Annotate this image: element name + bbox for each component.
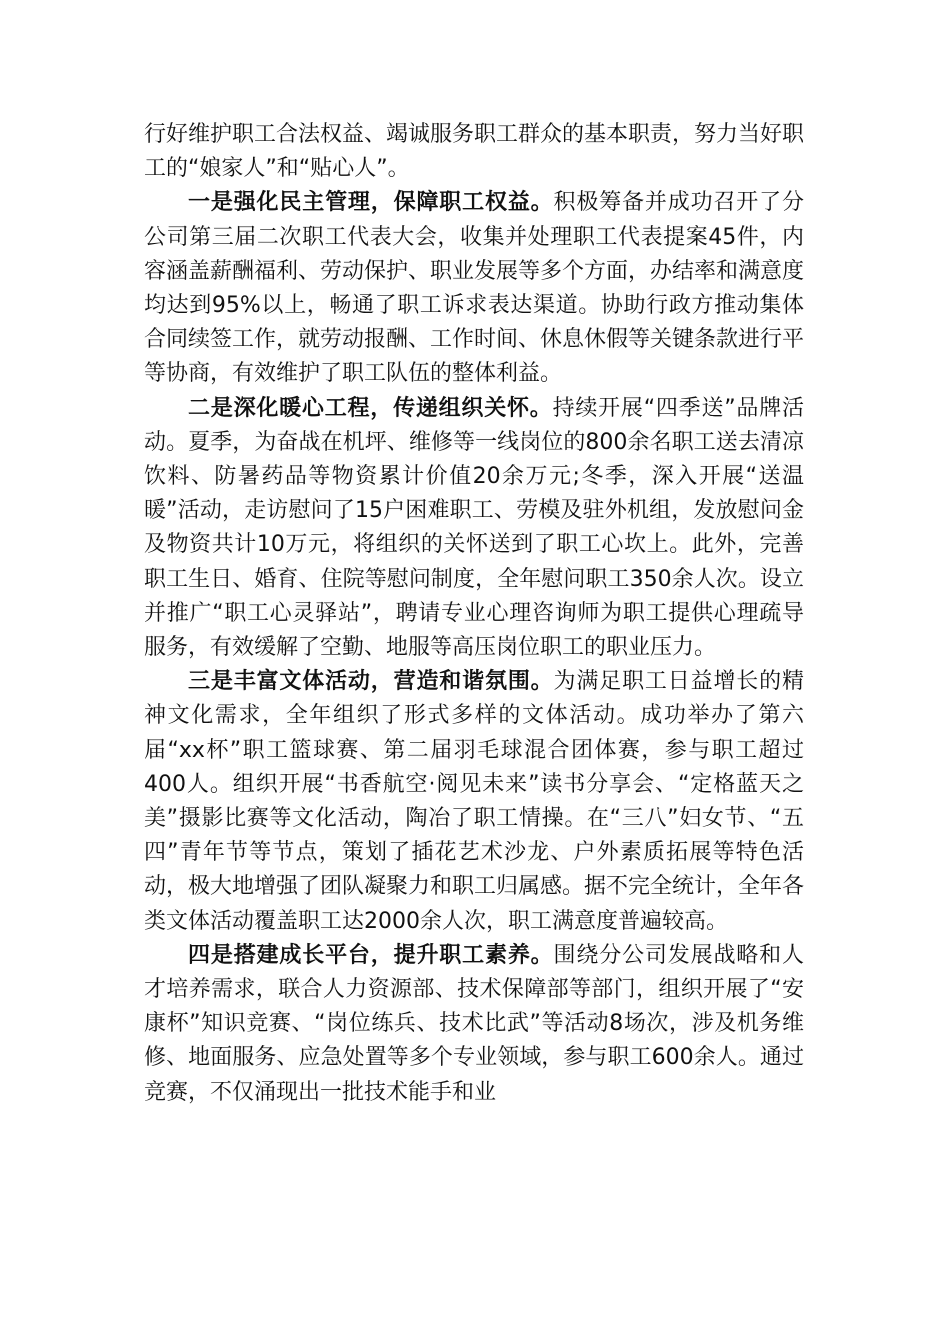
section-text-1: 积极筹备并成功召开了分公司第三届二次职工代表大会，收集并处理职工代表提案45件，内容涵盖薪酬福利、劳动保护、职业发展等多个方面，办结率和满意度均达到95%以上，畅通了职工诉求表达渠道。协助行政方推动集体合同续签工作，就劳动报酬、工作时间、休息休假等关键条款进行平等协商，有效维护了职工队伍的整体利益。 [144,190,805,387]
section-paragraph-4 [144,939,804,1110]
section-heading-2: 二是深化暖心工程，传递组织关怀。 [188,395,553,421]
section-paragraph-3 [144,665,804,939]
section-text-3: 为满足职工日益增长的精神文化需求，全年组织了形式多样的文体活动。成功举办了第六届“xx杯”职工篮球赛、第二届羽毛球混合团体赛，参与职工超过400人。组织开展“书香航空·阅见未来”读书分享会、“定格蓝天之美”摄影比赛等文化活动，陶冶了职工情操。在“三八”妇女节、“五四”青年节等节点，策划了插花艺术沙龙、户外素质拓展等特色活动，极大地增强了团队凝聚力和职工归属感。据不完全统计，全年各类文体活动覆盖职工达2000余人次，职工满意度普遍较高。 [144,669,805,934]
section-heading-1: 一是强化民主管理，保障职工权益。 [188,190,554,216]
section-text-4: 围绕分公司发展战略和人才培养需求，联合人力资源部、技术保障部等部门，组织开展了“安康杯”知识竞赛、“岗位练兵、技术比武”等活动8场次，涉及机务维修、地面服务、应急处置等多个专业领域，参与职工600余人。通过竞赛，不仅涌现出一批技术能手和业 [144,942,804,1105]
document-body [144,118,804,1110]
section-heading-4: 四是搭建成长平台，提升职工素养。 [188,942,554,968]
section-paragraph-2 [144,392,804,666]
section-text-2: 持续开展“四季送”品牌活动。夏季，为奋战在机坪、维修等一线岗位的800余名职工送去清凉饮料、防暑药品等物资累计价值20余万元;冬季，深入开展“送温暖”活动，走访慰问了15户困难职工、劳模及驻外机组，发放慰问金及物资共计10万元，将组织的关怀送到了职工心坎上。此外，完善职工生日、婚育、住院等慰问制度，全年慰问职工350余人次。设立并推广“职工心灵驿站”，聘请专业心理咨询师为职工提供心理疏导服务，有效缓解了空勤、地服等高压岗位职工的职业压力。 [144,395,804,661]
section-heading-3: 三是丰富文体活动，营造和谐氛围。 [188,669,554,695]
continuation-paragraph: 行好维护职工合法权益、竭诚服务职工群众的基本职责，努力当好职工的“娘家人”和“贴心人”。 [144,122,805,182]
section-paragraph-1 [144,186,804,391]
